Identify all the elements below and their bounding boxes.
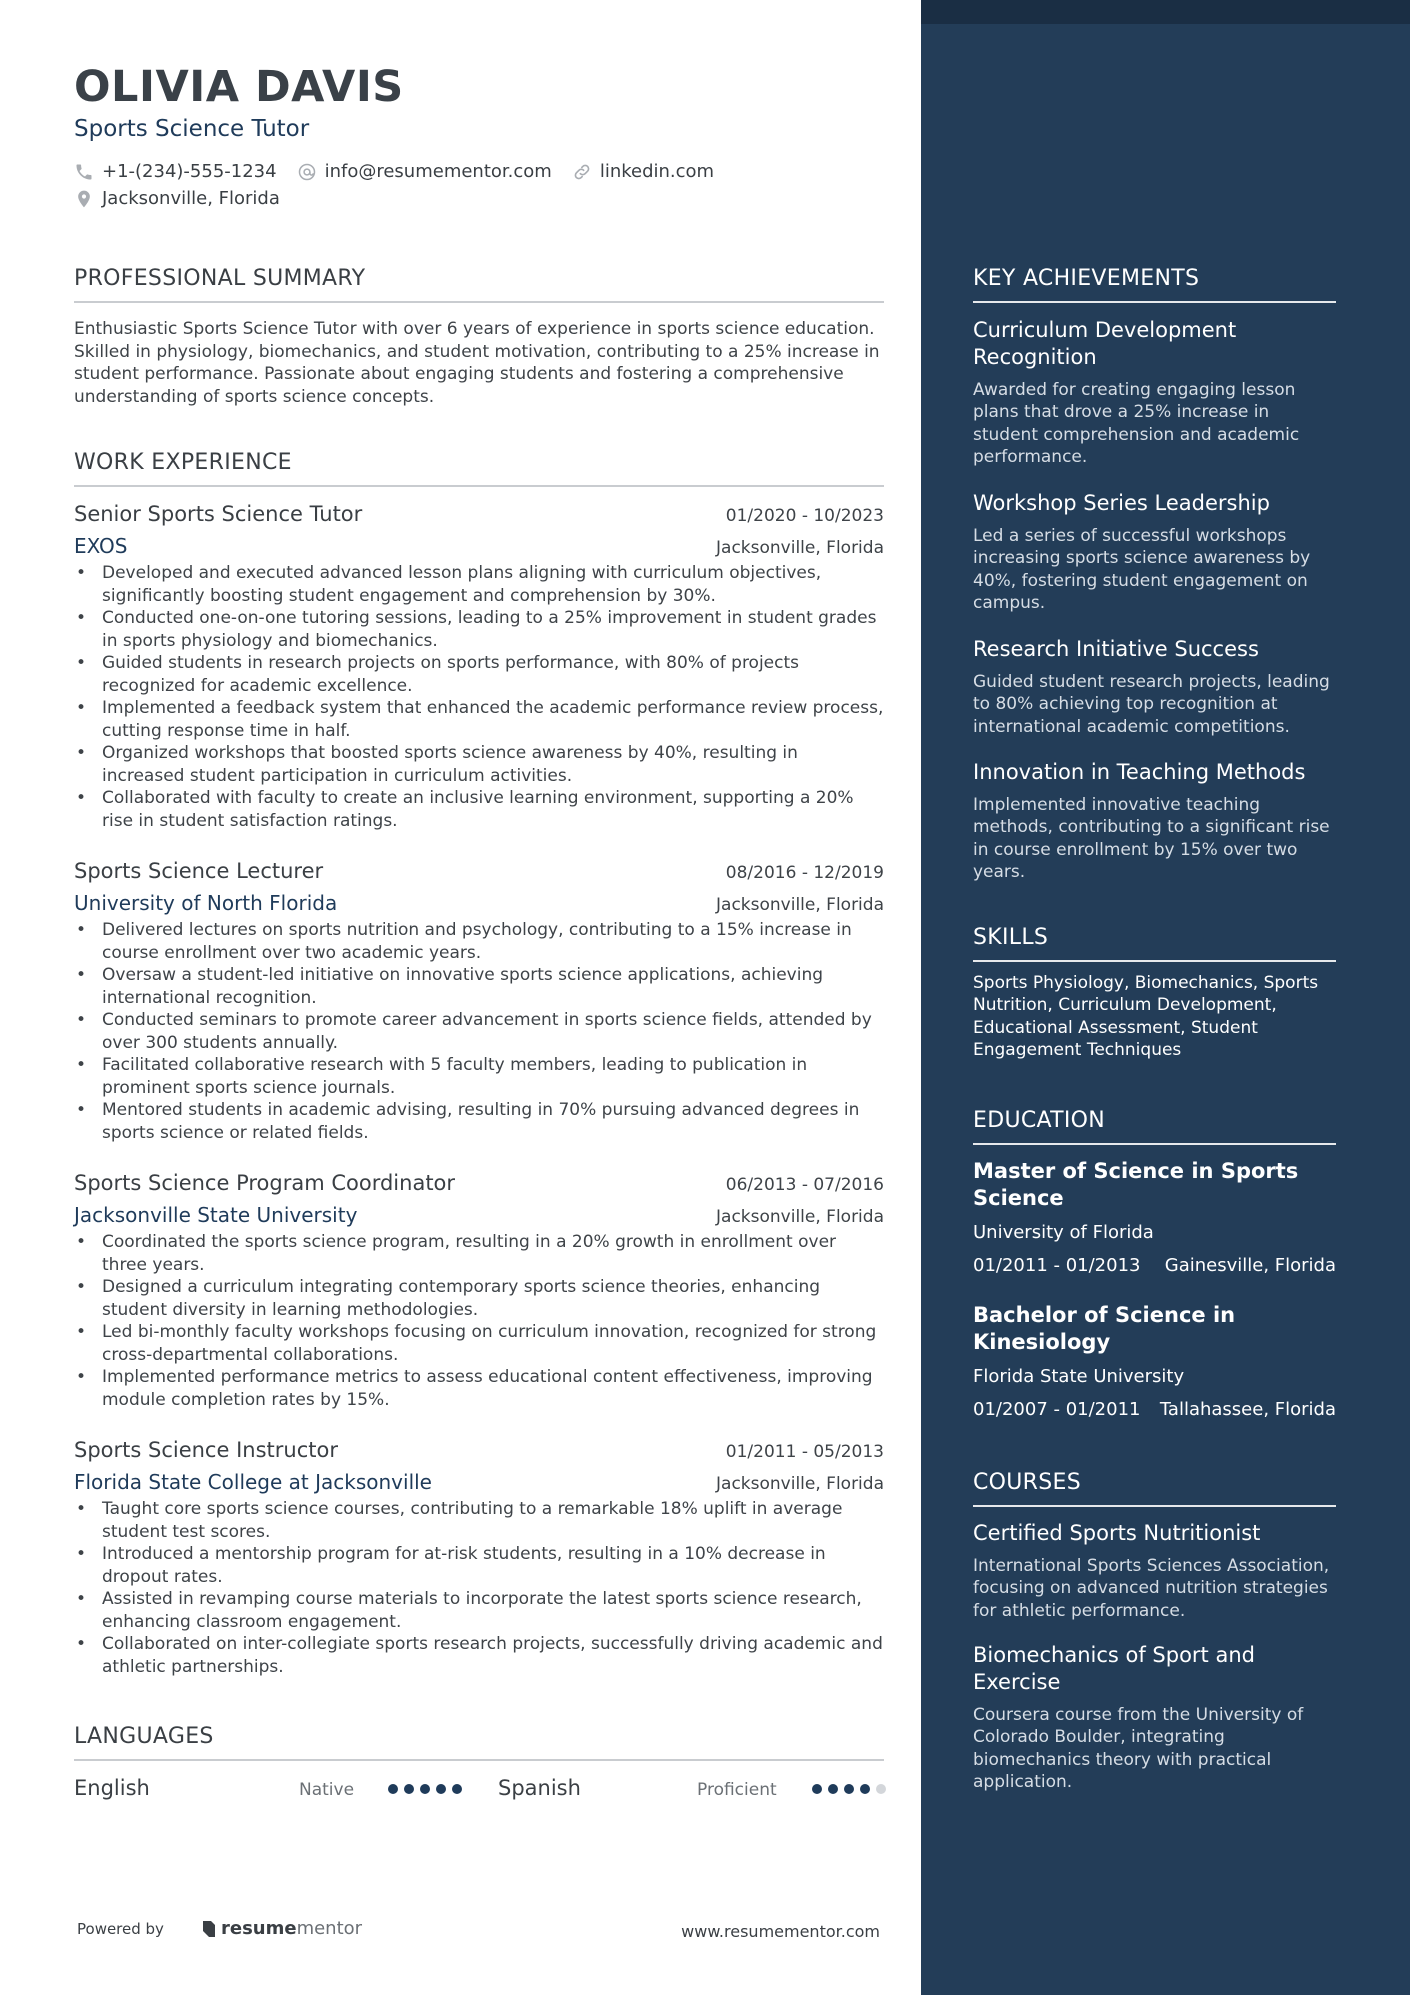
- rating-dot: [452, 1784, 462, 1794]
- school-name: Florida State University: [973, 1366, 1185, 1387]
- rating-dot: [876, 1784, 886, 1794]
- job-location: Jacksonville, Florida: [716, 895, 884, 915]
- list-item: • Guided students in research projects on sports performance, with 80% of projects recognized for academic excellence.: [74, 652, 884, 697]
- achievements-section: [973, 266, 1336, 303]
- skills-heading: SKILLS: [973, 925, 1336, 962]
- achievement-text: Guided student research projects, leading to 80% achieving top recognition at international academic competitions.: [973, 672, 1330, 737]
- courses-heading: COURSES: [973, 1470, 1336, 1507]
- list-item: • Collaborated with faculty to create an inclusive learning environment, supporting a 20% rise in student satisfaction ratings.: [74, 787, 884, 832]
- summary-heading: PROFESSIONAL SUMMARY: [74, 266, 884, 303]
- achievement-item: [973, 490, 1336, 615]
- job-dates: 01/2011 - 05/2013: [725, 1442, 884, 1462]
- resumementor-logo[interactable]: [201, 1918, 362, 1939]
- link-icon: [572, 162, 592, 182]
- job-entry: [74, 859, 884, 1144]
- achievement-title: Innovation in Teaching Methods: [973, 760, 1306, 784]
- linkedin-link[interactable]: linkedin.com: [599, 161, 715, 182]
- list-item: • Coordinated the sports science program, resulting in a 20% growth in enrollment over three years.: [74, 1231, 884, 1276]
- list-item: • Assisted in revamping course materials to incorporate the latest sports science research, enhancing classroom engagement.: [74, 1588, 884, 1633]
- sidebar: [921, 0, 1410, 1995]
- contact-phone: [74, 161, 277, 182]
- job-bullets: [74, 919, 884, 1144]
- job-title: Sports Science Lecturer: [74, 859, 324, 883]
- list-item: • Led bi-monthly faculty workshops focusing on curriculum innovation, recognized for strong cross-departmental collaborations.: [74, 1321, 884, 1366]
- job-title: Sports Science Instructor: [74, 1438, 338, 1462]
- list-item: • Designed a curriculum integrating contemporary sports science theories, enhancing student diversity in learning methodologies.: [74, 1276, 884, 1321]
- education-item: [973, 1158, 1336, 1276]
- contact-row: [74, 161, 734, 182]
- job-company: Jacksonville State University: [74, 1203, 358, 1227]
- powered-by-label: Powered by: [77, 1920, 164, 1938]
- footer: [77, 1918, 880, 1948]
- list-item: • Taught core sports science courses, contributing to a remarkable 18% uplift in average student test scores.: [74, 1498, 884, 1543]
- languages-heading: LANGUAGES: [74, 1724, 884, 1761]
- rating-dot: [844, 1784, 854, 1794]
- achievement-text: Led a series of successful workshops increasing sports science awareness by 40%, fostering student engagement on campus.: [973, 526, 1311, 614]
- email-link[interactable]: info@resumementor.com: [324, 161, 552, 182]
- degree-title: Bachelor of Science in Kinesiology: [973, 1303, 1236, 1354]
- language-name: English: [74, 1776, 150, 1800]
- list-item: • Collaborated on inter-collegiate sports research projects, successfully driving academic and athletic partnerships.: [74, 1633, 884, 1678]
- course-item: [973, 1642, 1336, 1794]
- job-company: EXOS: [74, 534, 128, 558]
- job-title: Sports Science Program Coordinator: [74, 1171, 456, 1195]
- job-bullets: [74, 1498, 884, 1678]
- summary-text: Enthusiastic Sports Science Tutor with over 6 years of experience in sports science education. Skilled in physiology, biomechanics, and student motivation, contributing to a 25% increase in student performance. Passionate about engaging students and fostering a comprehensive understanding of sports science concepts.: [74, 319, 880, 407]
- courses-section: [973, 1470, 1336, 1507]
- achievement-item: [973, 759, 1336, 884]
- achievement-title: Workshop Series Leadership: [973, 491, 1270, 515]
- education-item: [973, 1302, 1336, 1420]
- rating-dot: [828, 1784, 838, 1794]
- phone-text: +1-(234)-555-1234: [102, 161, 277, 182]
- contact-location-item: [74, 188, 280, 209]
- education-dates: 01/2011 - 01/2013: [973, 1255, 1141, 1276]
- education-heading: EDUCATION: [973, 1108, 1336, 1145]
- language-level: Proficient: [697, 1780, 777, 1800]
- location-text: Jacksonville, Florida: [102, 188, 280, 209]
- job-location: Jacksonville, Florida: [716, 538, 884, 558]
- contact-linkedin[interactable]: [572, 161, 714, 182]
- rating-dot: [812, 1784, 822, 1794]
- rating-dot: [860, 1784, 870, 1794]
- job-company: Florida State College at Jacksonville: [74, 1470, 432, 1494]
- school-name: University of Florida: [973, 1222, 1154, 1243]
- rating-dot: [388, 1784, 398, 1794]
- list-item: • Mentored students in academic advising, resulting in 70% pursuing advanced degrees in sports science or related fields.: [74, 1099, 884, 1144]
- resumementor-logo-icon: [201, 1919, 217, 1939]
- job-location: Jacksonville, Florida: [716, 1474, 884, 1494]
- job-dates: 08/2016 - 12/2019: [725, 863, 884, 883]
- logo-text-bold: resume: [221, 1918, 297, 1939]
- education-location: Gainesville, Florida: [1164, 1255, 1336, 1276]
- course-text: International Sports Sciences Association, focusing on advanced nutrition strategies for athletic performance.: [973, 1556, 1330, 1621]
- phone-icon: [74, 162, 94, 182]
- job-title: Senior Sports Science Tutor: [74, 502, 363, 526]
- course-title: Biomechanics of Sport and Exercise: [973, 1643, 1255, 1694]
- candidate-role: Sports Science Tutor: [74, 116, 310, 142]
- logo-text-light: mentor: [296, 1918, 363, 1939]
- achievement-text: Awarded for creating engaging lesson plans that drove a 25% increase in student comprehension and academic performance.: [973, 380, 1300, 468]
- job-company: University of North Florida: [74, 891, 338, 915]
- experience-heading: WORK EXPERIENCE: [74, 450, 884, 487]
- location-pin-icon: [74, 189, 94, 209]
- education-location: Tallahassee, Florida: [1159, 1399, 1336, 1420]
- skills-text: Sports Physiology, Biomechanics, Sports Nutrition, Curriculum Development, Educational Assessment, Student Engagement Techniques: [973, 973, 1319, 1061]
- sidebar-top-band: [921, 0, 1410, 24]
- course-item: [973, 1520, 1336, 1622]
- list-item: • Facilitated collaborative research with 5 faculty members, leading to publication in prominent sports science journals.: [74, 1054, 884, 1099]
- candidate-name: OLIVIA DAVIS: [74, 62, 404, 112]
- achievement-text: Implemented innovative teaching methods, contributing to a significant rise in course enrollment by 15% over two years.: [973, 795, 1330, 883]
- list-item: • Developed and executed advanced lesson plans aligning with curriculum objectives, significantly boosting student engagement and comprehension by 30%.: [74, 562, 884, 607]
- achievements-heading: KEY ACHIEVEMENTS: [973, 266, 1336, 303]
- rating-dot: [404, 1784, 414, 1794]
- contact-email[interactable]: [297, 161, 552, 182]
- list-item: • Implemented performance metrics to assess educational content effectiveness, improving module completion rates by 15%.: [74, 1366, 884, 1411]
- at-icon: [297, 162, 317, 182]
- language-rating: [812, 1784, 886, 1794]
- job-dates: 01/2020 - 10/2023: [725, 506, 884, 526]
- language-name: Spanish: [498, 1776, 581, 1800]
- course-text: Coursera course from the University of Colorado Boulder, integrating biomechanics theory with practical application.: [973, 1705, 1304, 1793]
- list-item: • Implemented a feedback system that enhanced the academic performance review process, cutting response time in half.: [74, 697, 884, 742]
- list-item: • Conducted seminars to promote career advancement in sports science fields, attended by over 300 students annually.: [74, 1009, 884, 1054]
- rating-dot: [420, 1784, 430, 1794]
- education-dates: 01/2007 - 01/2011: [973, 1399, 1141, 1420]
- languages-row: [74, 1776, 884, 1806]
- list-item: • Oversaw a student-led initiative on innovative sports science applications, achieving international recognition.: [74, 964, 884, 1009]
- course-title: Certified Sports Nutritionist: [973, 1521, 1261, 1545]
- job-dates: 06/2013 - 07/2016: [725, 1175, 884, 1195]
- degree-title: Master of Science in Sports Science: [973, 1159, 1299, 1210]
- job-bullets: [74, 1231, 884, 1411]
- education-section: [973, 1108, 1336, 1145]
- list-item: • Conducted one-on-one tutoring sessions, leading to a 25% improvement in student grades in sports physiology and biomechanics.: [74, 607, 884, 652]
- job-entry: [74, 502, 884, 832]
- language-rating: [388, 1784, 462, 1794]
- job-location: Jacksonville, Florida: [716, 1207, 884, 1227]
- achievement-item: [973, 317, 1336, 469]
- list-item: • Organized workshops that boosted sports science awareness by 40%, resulting in increased student participation in curriculum activities.: [74, 742, 884, 787]
- achievement-title: Research Initiative Success: [973, 637, 1259, 661]
- contact-location: [74, 188, 300, 209]
- rating-dot: [436, 1784, 446, 1794]
- job-entry: [74, 1438, 884, 1678]
- footer-site-link[interactable]: www.resumementor.com: [681, 1922, 880, 1941]
- job-entry: [74, 1171, 884, 1411]
- list-item: • Delivered lectures on sports nutrition and psychology, contributing to a 15% increase in course enrollment over two academic years.: [74, 919, 884, 964]
- job-bullets: [74, 562, 884, 832]
- language-level: Native: [299, 1780, 355, 1800]
- achievement-item: [973, 636, 1336, 738]
- list-item: • Introduced a mentorship program for at-risk students, resulting in a 10% decrease in dropout rates.: [74, 1543, 884, 1588]
- skills-section: [973, 925, 1336, 1062]
- achievement-title: Curriculum Development Recognition: [973, 318, 1237, 369]
